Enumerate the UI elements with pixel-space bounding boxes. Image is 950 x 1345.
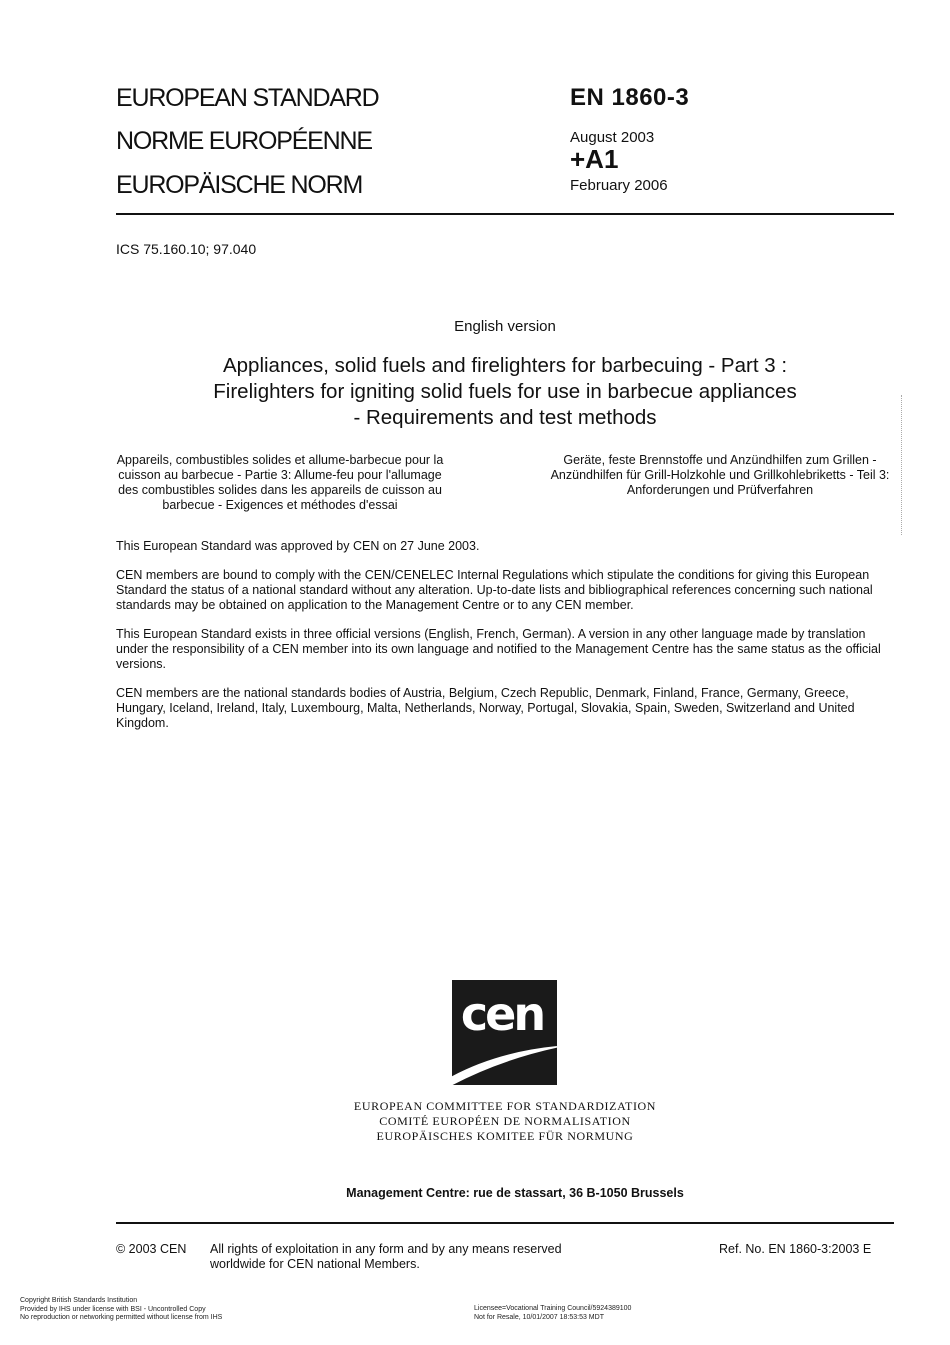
- cen-logo: [452, 980, 557, 1085]
- document-title: [150, 353, 860, 431]
- title-english: EUROPEAN STANDARD: [116, 84, 379, 112]
- title-french: NORME EUROPÉENNE: [116, 127, 372, 155]
- standard-number: EN 1860-3: [570, 84, 690, 111]
- margin-marks: [901, 395, 906, 535]
- rights-line-1: All rights of exploitation in any form and by any means reserved: [210, 1242, 562, 1256]
- regulations-paragraph: CEN members are bound to comply with the CEN/CENELEC Internal Regulations which stipulate the conditions for giving this European Standard the status of a national standard without any alteration. Up-to-date lists and bibliographical references concerning such national standards may be obtained on application to the Management Centre or to any CEN member.: [116, 568, 873, 612]
- logo-text: cen: [460, 987, 544, 1041]
- management-centre-address: Management Centre: rue de stassart, 36 B-1050 Brussels: [346, 1186, 684, 1200]
- license-right-line: Licensee=Vocational Training Council/5924389100: [474, 1305, 632, 1312]
- title-german: EUROPÄISCHE NORM: [116, 171, 363, 199]
- reference-number: Ref. No. EN 1860-3:2003 E: [719, 1242, 872, 1256]
- rights-statement: [210, 1242, 562, 1272]
- license-left: [20, 1297, 222, 1323]
- org-name-en: EUROPEAN COMMITTEE FOR STANDARDIZATION: [353, 1099, 657, 1113]
- members-paragraph: CEN members are the national standards bodies of Austria, Belgium, Czech Republic, Denmark, Finland, France, Germany, Greece, Hungary, Iceland, Ireland, Italy, Luxembourg, Malta, Netherlands, Norway, Portugal, Slovakia, Spain, Sweden, Switzerland and United Kingdom.: [116, 686, 855, 730]
- ics-code: ICS 75.160.10; 97.040: [116, 241, 257, 257]
- license-left-line: No reproduction or networking permitted without license from IHS: [20, 1314, 223, 1321]
- license-left-line: Copyright British Standards Institution: [20, 1297, 138, 1304]
- license-left-line: Provided by IHS under license with BSI - Uncontrolled Copy: [20, 1305, 206, 1313]
- cen-logo-graphic: [452, 980, 557, 1085]
- header-divider: [116, 213, 894, 215]
- title-line-3: - Requirements and test methods: [353, 406, 657, 429]
- rights-line-2: worldwide for CEN national Members.: [210, 1257, 420, 1271]
- amendment-label: +A1: [570, 144, 619, 174]
- language-version: English version: [454, 318, 556, 335]
- publication-date: August 2003: [570, 129, 655, 146]
- copyright-notice: © 2003 CEN: [116, 1242, 187, 1256]
- title-line-2: Firelighters for igniting solid fuels for use in barbecue appliances: [213, 380, 797, 403]
- versions-paragraph: This European Standard exists in three official versions (English, French, German). A version in any other language made by translation under the responsibility of a CEN member into its own language and notified to the Management Centre has the same status as the official versions.: [116, 627, 881, 671]
- approval-paragraph: This European Standard was approved by CEN on 27 June 2003.: [116, 539, 480, 553]
- amendment-date: February 2006: [570, 177, 668, 194]
- footer-divider: [116, 1222, 894, 1224]
- org-name-de: EUROPÄISCHES KOMITEE FÜR NORMUNG: [376, 1129, 634, 1143]
- license-right: [474, 1305, 631, 1322]
- org-name-fr: COMITÉ EUROPÉEN DE NORMALISATION: [379, 1114, 631, 1128]
- title-line-1: Appliances, solid fuels and firelighters for barbecuing - Part 3 :: [222, 354, 788, 377]
- title-german-translation: Geräte, feste Brennstoffe und Anzündhilfen zum Grillen - Anzündhilfen für Grill-Holzkohle und Grillkohlebriketts - Teil 3: Anforderungen und Prüfverfahren: [550, 453, 890, 497]
- title-french-translation: Appareils, combustibles solides et allume-barbecue pour la cuisson au barbecue - Partie 3: Allume-feu pour l'allumage des combustibles solides dans les appareils de cuisson au barbecue - Exigences et méthodes d'essai: [116, 453, 444, 512]
- license-right-line: Not for Resale, 10/01/2007 18:53:53 MDT: [474, 1313, 604, 1321]
